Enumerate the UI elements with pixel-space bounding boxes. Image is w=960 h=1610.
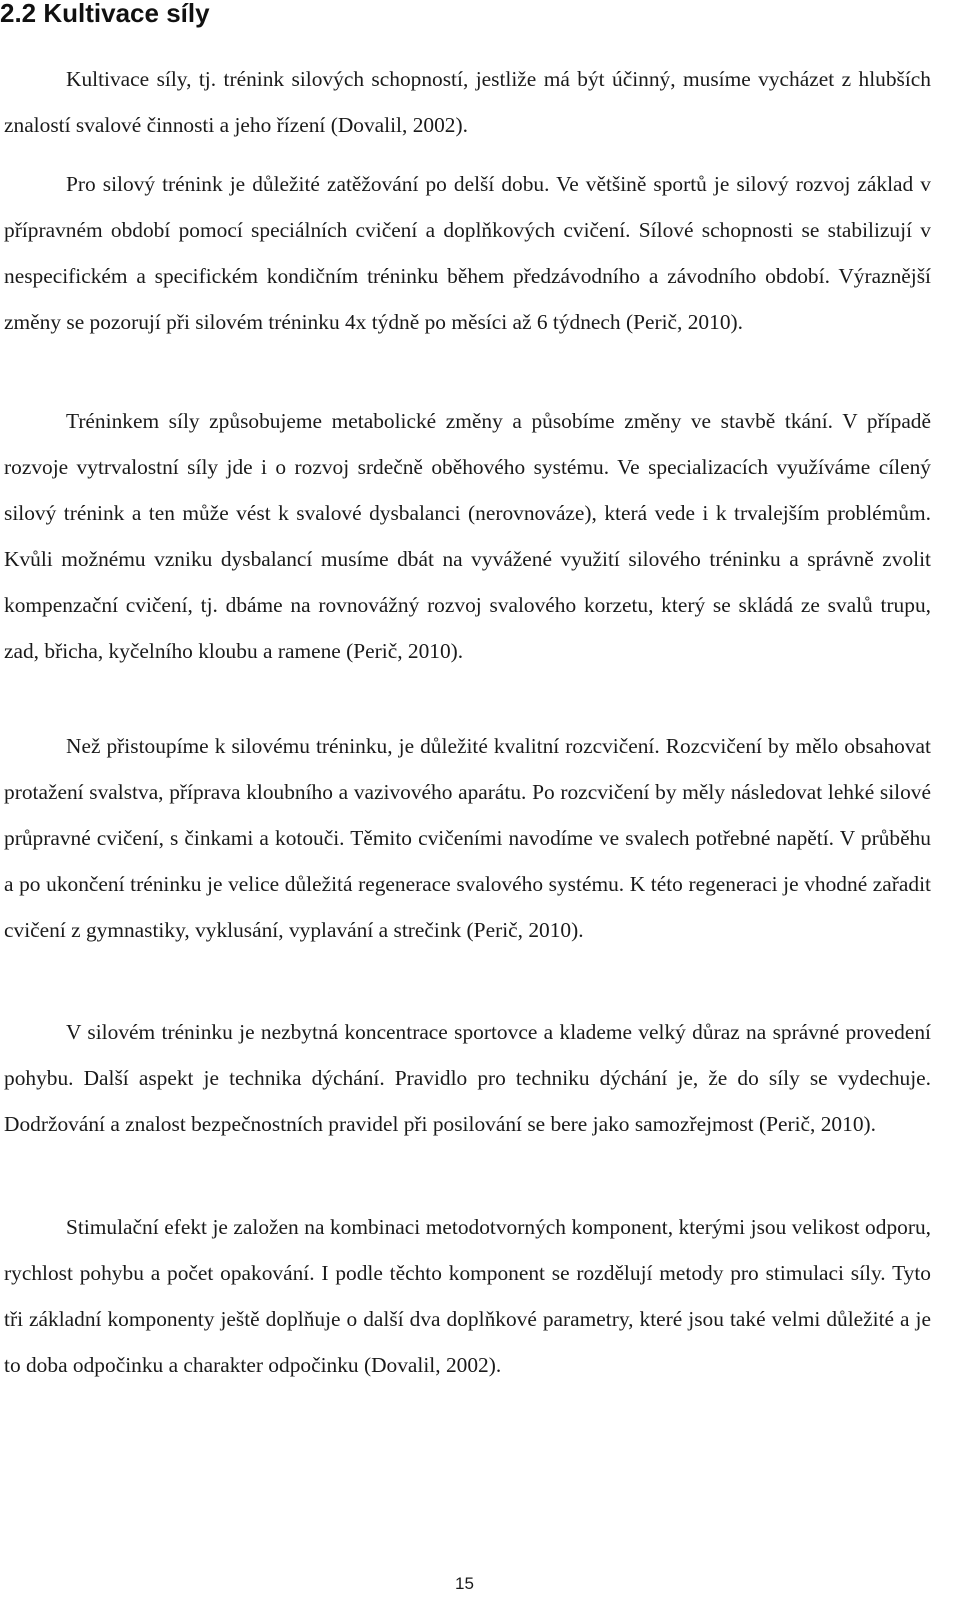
paragraph-2: Pro silový trénink je důležité zatěžování po delší dobu. Ve většině sportů je silový rozvoj základ v přípravném období pomocí speciálních cvičení a doplňkových cvičení. Sílové schopnosti se stabilizují v nespecifickém a specifickém kondičním tréninku během předzávodního a závodního období. Výraznější změny se pozorují při silovém tréninku 4x týdně po měsíci až 6 týdnech (Perič, 2010). (4, 172, 931, 334)
paragraph-4: Než přistoupíme k silovému tréninku, je důležité kvalitní rozcvičení. Rozcvičení by mělo obsahovat protažení svalstva, příprava kloubního a vazivového aparátu. Po rozcvičení by měly následovat lehké silové průpravné cvičení, s činkami a kotouči. Těmito cvičeními navodíme ve svalech potřebné napětí. V průběhu a po ukončení tréninku je velice důležitá regenerace svalového systému. K této regeneraci je vhodné zařadit cvičení z gymnastiky, vyklusání, vyplavání a strečink (Perič, 2010). (4, 734, 931, 942)
paragraph-6: Stimulační efekt je založen na kombinaci metodotvorných komponent, kterými jsou velikost odporu, rychlost pohybu a počet opakování. I podle těchto komponent se rozdělují metody pro stimulaci síly. Tyto tři základní komponenty ještě doplňuje o další dva doplňkové parametry, které jsou také velmi důležité a je to doba odpočinku a charakter odpočinku (Dovalil, 2002). (4, 1215, 931, 1377)
paragraph-1: Kultivace síly, tj. trénink silových schopností, jestliže má být účinný, musíme vycházet z hlubších znalostí svalové činnosti a jeho řízení (Dovalil, 2002). (4, 67, 931, 137)
paragraph-3: Tréninkem síly způsobujeme metabolické změny a působíme změny ve stavbě tkání. V případě rozvoje vytrvalostní síly jde i o rozvoj srdečně oběhového systému. Ve specializacích využíváme cílený silový trénink a ten může vést k svalové dysbalanci (nerovnováze), která vede i k trvalejším problémům. Kvůli možnému vzniku dysbalancí musíme dbát na vyvážené využití silového tréninku a správně zvolit kompenzační cvičení, tj. dbáme na rovnovážný rozvoj svalového korzetu, který se skládá ze svalů trupu, zad, břicha, kyčelního kloubu a ramene (Perič, 2010). (4, 409, 931, 663)
page-number: 15 (455, 1574, 474, 1593)
paragraph-5: V silovém tréninku je nezbytná koncentrace sportovce a klademe velký důraz na správné provedení pohybu. Další aspekt je technika dýchání. Pravidlo pro techniku dýchání je, že do síly se vydechuje. Dodržování a znalost bezpečnostních pravidel při posilování se bere jako samozřejmost (Perič, 2010). (4, 1020, 931, 1136)
section-heading: 2.2 Kultivace síly (0, 0, 210, 28)
